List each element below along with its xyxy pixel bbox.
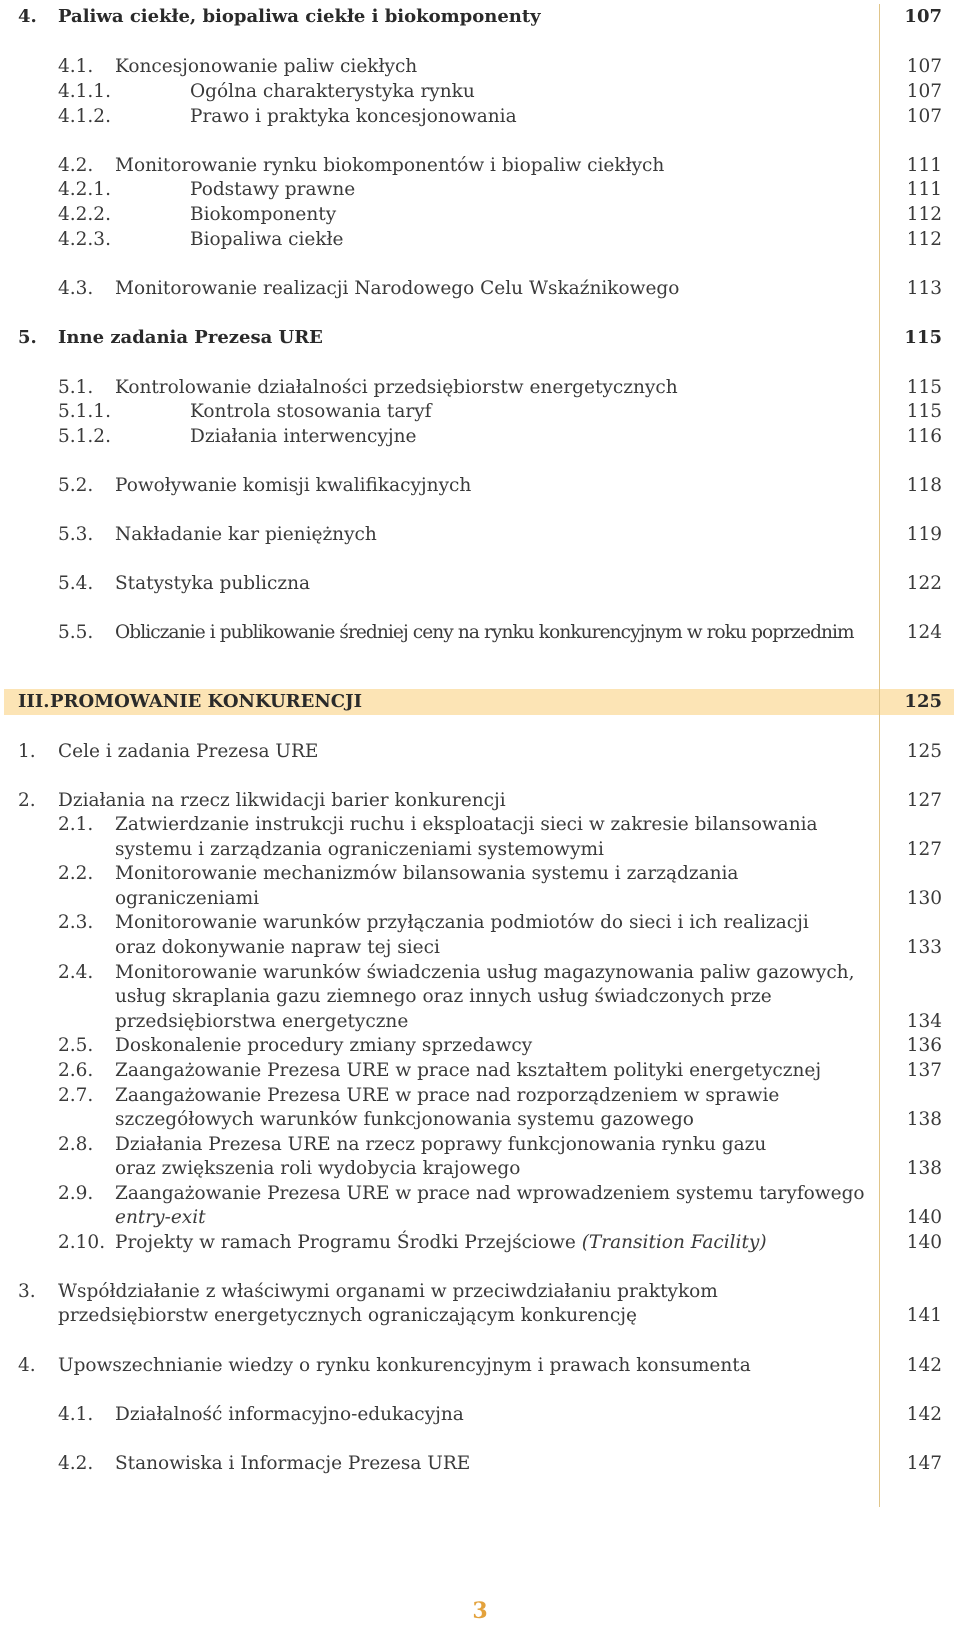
toc-entry-title: Ogólna charakterystyka rynku bbox=[190, 81, 475, 102]
toc-entry-page: 119 bbox=[906, 524, 942, 545]
toc-entry-number: 5.2. bbox=[58, 475, 94, 496]
toc-entry-title: entry-exit bbox=[115, 1207, 206, 1228]
toc-entry-title: oraz dokonywanie napraw tej sieci bbox=[115, 937, 440, 958]
toc-entry-page: 122 bbox=[906, 573, 942, 594]
toc-entry-number: 5.1. bbox=[58, 377, 94, 398]
toc-entry-number: 4.2. bbox=[58, 1453, 94, 1474]
toc-entry-title: Statystyka publiczna bbox=[115, 573, 311, 594]
toc-entry-title: Działania na rzecz likwidacji barier konkurencji bbox=[58, 790, 506, 811]
toc-entry-page: 141 bbox=[906, 1305, 942, 1326]
toc-entry-title: Zaangażowanie Prezesa URE w prace nad wprowadzeniem systemu taryfowego bbox=[115, 1183, 865, 1204]
toc-entry-number: 2.10. bbox=[58, 1232, 106, 1253]
toc-entry-title: Powoływanie komisji kwalifikacyjnych bbox=[115, 475, 472, 496]
toc-entry-title: szczegółowych warunków funkcjonowania systemu gazowego bbox=[115, 1109, 694, 1130]
toc-entry-title: Kontrola stosowania taryf bbox=[190, 401, 432, 422]
toc-entry-title: Biopaliwa ciekłe bbox=[190, 229, 344, 250]
toc-entry-page: 130 bbox=[906, 888, 942, 909]
toc-entry-page: 112 bbox=[906, 229, 942, 250]
toc-entry-number: 1. bbox=[18, 741, 36, 762]
toc-entry-number: 2.1. bbox=[58, 814, 94, 835]
toc-entry-number: 2.5. bbox=[58, 1035, 94, 1056]
toc-entry-title: Zaangażowanie Prezesa URE w prace nad rozporządzeniem w sprawie bbox=[115, 1085, 780, 1106]
toc-entry-title: Biokomponenty bbox=[190, 204, 337, 225]
toc-entry-title: oraz zwiększenia roli wydobycia krajowego bbox=[115, 1158, 521, 1179]
toc-entry-page: 142 bbox=[906, 1404, 942, 1425]
toc-entry-page: 115 bbox=[904, 327, 942, 348]
toc-entry-page: 138 bbox=[906, 1158, 942, 1179]
toc-entry-title: Prawo i praktyka koncesjonowania bbox=[190, 106, 517, 127]
toc-entry-page: 134 bbox=[906, 1011, 942, 1032]
toc-entry-page: 118 bbox=[906, 475, 942, 496]
toc-entry-title: usług skraplania gazu ziemnego oraz innych usług świadczonych prze bbox=[115, 986, 772, 1007]
toc-entry-page: 111 bbox=[906, 155, 942, 176]
toc-entry-page: 136 bbox=[906, 1035, 942, 1056]
page-column-divider bbox=[879, 4, 880, 1507]
toc-entry-page: 115 bbox=[906, 401, 942, 422]
toc-entry-title: systemu i zarządzania ograniczeniami systemowymi bbox=[115, 839, 604, 860]
toc-entry-number: 2.4. bbox=[58, 962, 94, 983]
toc-entry-number: 4.2.2. bbox=[58, 204, 111, 225]
toc-entry-title: Współdziałanie z właściwymi organami w przeciwdziałaniu praktykom bbox=[58, 1281, 718, 1302]
toc-entry-title: Obliczanie i publikowanie średniej ceny na rynku konkurencyjnym w roku poprzednim bbox=[115, 622, 854, 643]
toc-entry-title: Koncesjonowanie paliw ciekłych bbox=[115, 56, 418, 77]
toc-entry-title: Zaangażowanie Prezesa URE w prace nad kształtem polityki energetycznej bbox=[115, 1060, 822, 1081]
toc-entry-page: 147 bbox=[906, 1453, 942, 1474]
toc-entry-number: 5.1.2. bbox=[58, 426, 111, 447]
toc-entry-number: 5.1.1. bbox=[58, 401, 111, 422]
toc-entry-title: Cele i zadania Prezesa URE bbox=[58, 741, 319, 762]
toc-entry-page: 116 bbox=[906, 426, 942, 447]
toc-entry-title: Podstawy prawne bbox=[190, 179, 356, 200]
toc-entry-number: 4.1.1. bbox=[58, 81, 111, 102]
toc-entry-number: 4.1.2. bbox=[58, 106, 111, 127]
toc-entry-title: Monitorowanie rynku biokomponentów i biopaliw ciekłych bbox=[115, 155, 665, 176]
toc-entry-page: 125 bbox=[904, 691, 942, 712]
toc-entry-number: 4.2.1. bbox=[58, 179, 111, 200]
toc-entry-page: 107 bbox=[906, 81, 942, 102]
toc-entry-page: 140 bbox=[906, 1232, 942, 1253]
toc-entry-title: Monitorowanie mechanizmów bilansowania systemu i zarządzania bbox=[115, 863, 739, 884]
toc-entry-page: 107 bbox=[906, 106, 942, 127]
toc-entry-number: 5. bbox=[18, 327, 37, 348]
toc-entry-title: Upowszechnianie wiedzy o rynku konkurencyjnym i prawach konsumenta bbox=[58, 1355, 751, 1376]
toc-entry-title: Paliwa ciekłe, biopaliwa ciekłe i biokomponenty bbox=[58, 6, 541, 27]
toc-entry-number: 2.8. bbox=[58, 1134, 94, 1155]
toc-entry-page: 124 bbox=[906, 622, 942, 643]
toc-entry-number: 4.1. bbox=[58, 1404, 94, 1425]
toc-entry-number: 3. bbox=[18, 1281, 36, 1302]
page-number: 3 bbox=[472, 1598, 488, 1624]
toc-entry-page: 113 bbox=[906, 278, 942, 299]
toc-entry-title: PROMOWANIE KONKURENCJI bbox=[50, 691, 363, 712]
toc-entry-title: ograniczeniami bbox=[115, 888, 260, 909]
toc-entry-title: Stanowiska i Informacje Prezesa URE bbox=[115, 1453, 471, 1474]
toc-entry-title: Kontrolowanie działalności przedsiębiorstw energetycznych bbox=[115, 377, 678, 398]
toc-entry-number: 4.1. bbox=[58, 56, 94, 77]
toc-entry-title: Nakładanie kar pieniężnych bbox=[115, 524, 377, 545]
toc-entry-number: 5.3. bbox=[58, 524, 94, 545]
toc-entry-page: 111 bbox=[906, 179, 942, 200]
toc-entry-number: 2.3. bbox=[58, 912, 94, 933]
toc-entry-number: 5.4. bbox=[58, 573, 94, 594]
toc-entry-title: Monitorowanie realizacji Narodowego Celu Wskaźnikowego bbox=[115, 278, 680, 299]
toc-entry-title: Monitorowanie warunków świadczenia usług magazynowania paliw gazowych, bbox=[115, 962, 855, 983]
toc-entry-number: 2.7. bbox=[58, 1085, 94, 1106]
toc-entry-number: 4.2.3. bbox=[58, 229, 111, 250]
toc-entry-title: Zatwierdzanie instrukcji ruchu i eksploatacji sieci w zakresie bilansowania bbox=[115, 814, 818, 835]
toc-entry-page: 138 bbox=[906, 1109, 942, 1130]
toc-entry-number: 2.6. bbox=[58, 1060, 94, 1081]
toc-entry-title: Doskonalenie procedury zmiany sprzedawcy bbox=[115, 1035, 533, 1056]
toc-entry-title: Monitorowanie warunków przyłączania podmiotów do sieci i ich realizacji bbox=[115, 912, 809, 933]
toc-entry-page: 127 bbox=[906, 839, 942, 860]
toc-entry-page: 125 bbox=[906, 741, 942, 762]
toc-entry-page: 137 bbox=[906, 1060, 942, 1081]
toc-entry-page: 140 bbox=[906, 1207, 942, 1228]
toc-entry-title: Działania interwencyjne bbox=[190, 426, 417, 447]
toc-entry-number: 2. bbox=[18, 790, 36, 811]
toc-entry-page: 142 bbox=[906, 1355, 942, 1376]
toc-entry-number: 2.2. bbox=[58, 863, 94, 884]
toc-entry-number: III. bbox=[18, 691, 50, 712]
toc-entry-title: Projekty w ramach Programu Środki Przejściowe (Transition Facility) bbox=[115, 1232, 767, 1253]
toc-entry-title: przedsiębiorstw energetycznych ograniczającym konkurencję bbox=[58, 1305, 637, 1326]
toc-entry-title-italic: (Transition Facility) bbox=[581, 1232, 767, 1253]
toc-entry-number: 2.9. bbox=[58, 1183, 94, 1204]
toc-entry-page: 133 bbox=[906, 937, 942, 958]
toc-entry-number: 5.5. bbox=[58, 622, 94, 643]
toc-entry-title: Działalność informacyjno-edukacyjna bbox=[115, 1404, 464, 1425]
toc-entry-title: przedsiębiorstwa energetyczne bbox=[115, 1011, 409, 1032]
toc-entry-page: 107 bbox=[904, 6, 942, 27]
toc-entry-title: Działania Prezesa URE na rzecz poprawy funkcjonowania rynku gazu bbox=[115, 1134, 767, 1155]
toc-entry-number: 4.2. bbox=[58, 155, 94, 176]
toc-entry-page: 112 bbox=[906, 204, 942, 225]
toc-entry-page: 127 bbox=[906, 790, 942, 811]
toc-entry-number: 4. bbox=[18, 1355, 36, 1376]
toc-entry-title: Inne zadania Prezesa URE bbox=[58, 327, 323, 348]
toc-entry-page: 115 bbox=[906, 377, 942, 398]
toc-entry-page: 107 bbox=[906, 56, 942, 77]
toc-entry-number: 4. bbox=[18, 6, 37, 27]
toc-entry-number: 4.3. bbox=[58, 278, 94, 299]
